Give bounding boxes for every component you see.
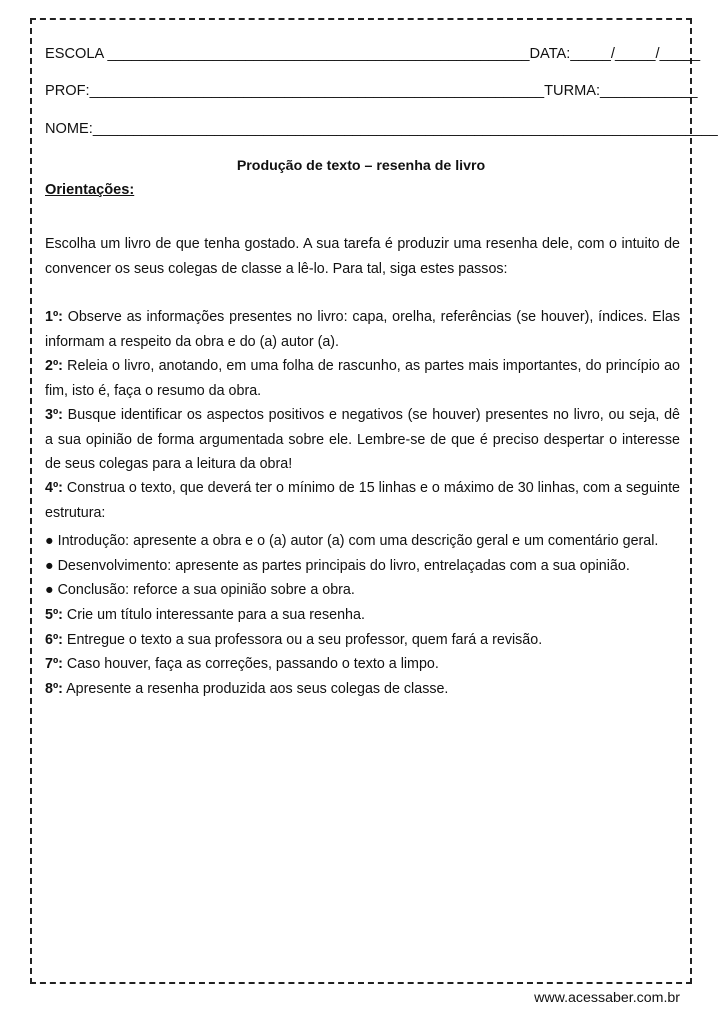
bullet-introducao: ● Introdução: apresente a obra e o (a) autor (a) com uma descrição geral e um comentário geral. bbox=[45, 533, 659, 549]
escola-data-line: ESCOLA ____________________________________________________DATA:_____/_____/_____ bbox=[45, 46, 701, 62]
bullet-desenvolvimento: ● Desenvolvimento: apresente as partes principais do livro, entrelaçadas com a sua opinião. bbox=[45, 558, 630, 574]
step-4 bbox=[45, 476, 680, 525]
nome-line: NOME:_____________________________________________________________________________ bbox=[45, 121, 718, 137]
step-number: 3º: bbox=[45, 407, 63, 423]
step-number: 8º: bbox=[45, 681, 63, 697]
step-7 bbox=[45, 656, 439, 672]
step-text: Crie um título interessante para a sua resenha. bbox=[62, 607, 365, 623]
step-5 bbox=[45, 607, 365, 623]
step-number: 7º: bbox=[45, 656, 63, 672]
step-text: Entregue o texto a sua professora ou a seu professor, quem fará a revisão. bbox=[62, 632, 543, 648]
step-number: 6º: bbox=[45, 632, 63, 648]
step-number: 5º: bbox=[45, 607, 63, 623]
step-text: Construa o texto, que deverá ter o mínimo de 15 linhas e o máximo de 30 linhas, com a seguinte estrutura: bbox=[45, 480, 680, 521]
footer-website: www.acessaber.com.br bbox=[534, 990, 680, 1006]
step-2 bbox=[45, 354, 680, 403]
step-text: Observe as informações presentes no livro: capa, orelha, referências (se houver), índices. Elas informam a respeito da obra e do (a) autor (a). bbox=[45, 309, 680, 350]
intro-paragraph: Escolha um livro de que tenha gostado. A sua tarefa é produzir uma resenha dele, com o intuito de convencer os seus colegas de classe a lê-lo. Para tal, siga estes passos: bbox=[45, 236, 680, 277]
document-title: Produção de texto – resenha de livro bbox=[236, 158, 486, 174]
step-number: 1º: bbox=[45, 309, 63, 325]
prof-turma-line: PROF:________________________________________________________TURMA:____________ bbox=[45, 83, 698, 99]
step-number: 4º: bbox=[45, 480, 63, 496]
step-8 bbox=[45, 681, 448, 697]
step-text: Busque identificar os aspectos positivos e negativos (se houver) presentes no livro, ou seja, dê a sua opinião de forma argumentada sobre ele. Lembre-se de que é preciso despertar o interesse de seus colegas para a leitura da obra! bbox=[45, 407, 680, 472]
step-1 bbox=[45, 305, 680, 354]
orientacoes-heading: Orientações: bbox=[45, 182, 135, 198]
bullet-conclusao: ● Conclusão: reforce a sua opinião sobre a obra. bbox=[45, 582, 355, 598]
step-text: Apresente a resenha produzida aos seus colegas de classe. bbox=[62, 681, 449, 697]
step-number: 2º: bbox=[45, 358, 63, 374]
step-3 bbox=[45, 403, 680, 477]
step-text: Releia o livro, anotando, em uma folha de rascunho, as partes mais importantes, do princípio ao fim, isto é, faça o resumo da obra. bbox=[45, 358, 680, 399]
step-text: Caso houver, faça as correções, passando o texto a limpo. bbox=[62, 656, 439, 672]
step-6 bbox=[45, 632, 542, 648]
worksheet-border bbox=[30, 18, 718, 984]
